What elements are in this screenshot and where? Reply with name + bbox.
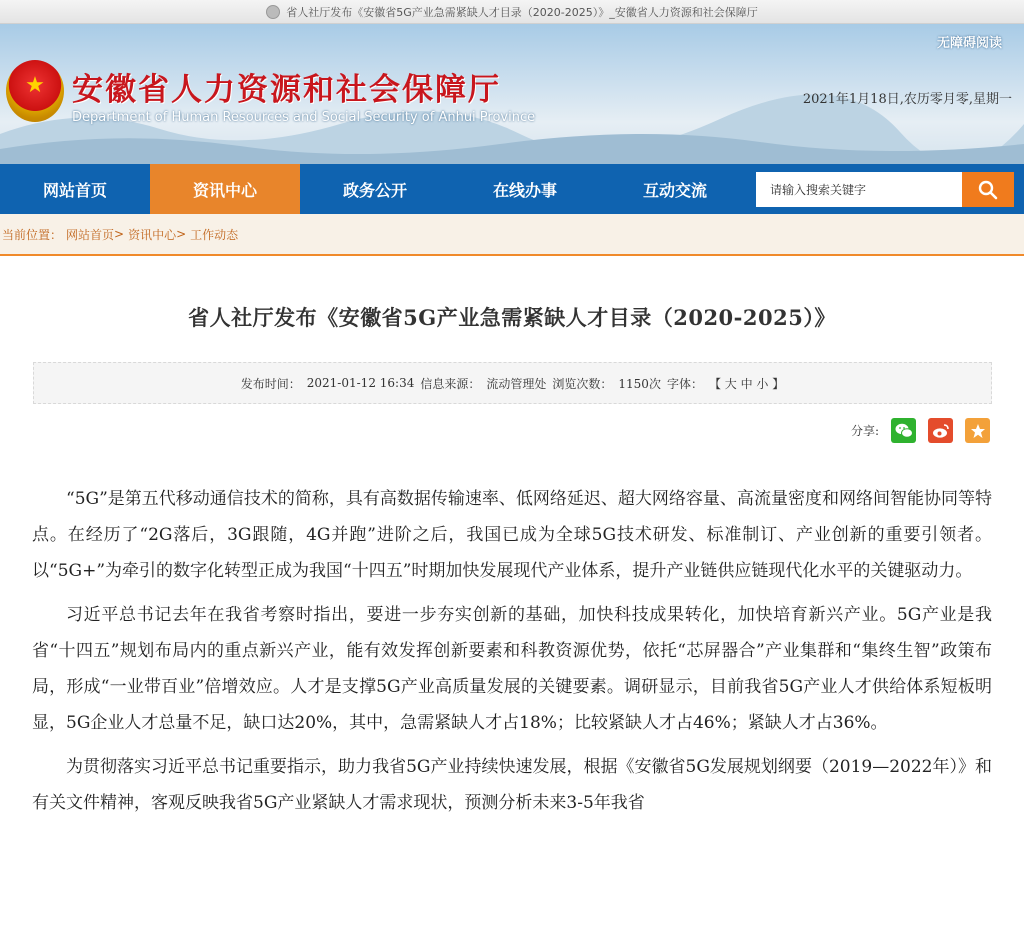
site-title: 安徽省人力资源和社会保障厅 [72, 72, 501, 108]
wechat-icon [895, 423, 913, 439]
star-icon [970, 423, 986, 439]
view-count: 1150次 [618, 376, 661, 391]
source: 流动管理处 [486, 376, 547, 391]
current-date: 2021年1月18日,农历零月零,星期一 [802, 92, 1012, 107]
breadcrumb-separator: > [176, 227, 187, 241]
tab-title: 省人社厅发布《安徽省5G产业急需紧缺人才目录（2020-2025）》_安徽省人力资源和社会保障厅 [286, 5, 758, 19]
breadcrumb-item-news-center[interactable]: 资讯中心 [128, 227, 177, 242]
national-emblem-icon: ★ [6, 60, 64, 122]
search-icon [978, 180, 998, 200]
publish-time: 2021-01-12 16:34 [306, 376, 415, 390]
site-subtitle: Department of Human Resources and Social Security of Anhui Province [72, 110, 536, 125]
share-label: 分享: [850, 424, 879, 438]
favicon-icon [266, 5, 280, 19]
search-button[interactable] [962, 172, 1014, 207]
search-box [756, 172, 1014, 207]
site-banner [0, 24, 1024, 164]
breadcrumb-separator: > [114, 227, 125, 241]
font-size-options[interactable]: 【 大 中 小 】 [708, 376, 785, 391]
article-paragraph: 为贯彻落实习近平总书记重要指示，助力我省5G产业持续快速发展，根据《安徽省5G发展规划纲要（2019—2022年）》和有关文件精神，客观反映我省5G产业紧缺人才需求现状，预测分析未来3-5年我省 [32, 757, 992, 813]
nav-item-online-services[interactable]: 在线办事 [492, 180, 557, 200]
breadcrumb-item-home[interactable]: 网站首页 [66, 227, 115, 242]
article-body [32, 481, 992, 821]
breadcrumb-prefix: 当前位置： [2, 227, 63, 242]
font-size-label: 字体： [666, 376, 703, 391]
article-paragraph: “5G”是第五代移动通信技术的简称，具有高数据传输速率、低网络延迟、超大网络容量、高流量密度和网络间智能协同等特点。在经历了“2G落后，3G跟随，4G并跑”进阶之后，我国已成为全球5G技术研发、标准制订、产业创新的重要引领者。以“5G+”为牵引的数字化转型正成为我国“十四五”时期加快发展现代产业体系，提升产业链供应链现代化水平的关键驱动力。 [32, 489, 992, 581]
search-input[interactable] [756, 172, 962, 207]
accessible-reading-link[interactable]: 无障碍阅读 [936, 36, 1002, 51]
wechat-share-button[interactable] [891, 418, 916, 443]
views-label: 浏览次数： [552, 376, 613, 391]
favorite-share-button[interactable] [965, 418, 990, 443]
breadcrumb-item-work-updates[interactable]: 工作动态 [190, 227, 239, 242]
weibo-icon [932, 423, 950, 439]
nav-item-interaction[interactable]: 互动交流 [642, 180, 707, 200]
nav-item-government-affairs[interactable]: 政务公开 [342, 180, 407, 200]
share-bar [0, 418, 990, 443]
article-meta [33, 362, 992, 404]
browser-tab-bar [0, 0, 1024, 24]
publish-time-label: 发布时间： [240, 376, 301, 391]
nav-item-home[interactable]: 网站首页 [42, 180, 107, 200]
article-title: 省人社厅发布《安徽省5G产业急需紧缺人才目录（2020-2025）》 [188, 305, 836, 330]
source-label: 信息来源： [420, 376, 481, 391]
nav-item-news-center[interactable]: 资讯中心 [150, 164, 300, 214]
weibo-share-button[interactable] [928, 418, 953, 443]
article-paragraph: 习近平总书记去年在我省考察时指出，要进一步夯实创新的基础，加快科技成果转化，加快培育新兴产业。5G产业是我省“十四五”规划布局内的重点新兴产业，能有效发挥创新要素和科教资源优势，依托“芯屏器合”产业集群和“集终生智”政策布局，形成“一业带百业”倍增效应。人才是支撑5G产业高质量发展的关键要素。调研显示，目前我省5G产业人才供给体系短板明显，5G企业人才总量不足，缺口达20%，其中，急需紧缺人才占18%；比较紧缺人才占46%；紧缺人才占36%。 [32, 605, 992, 733]
article-container [0, 254, 1024, 945]
main-nav [0, 164, 1024, 214]
breadcrumb [0, 214, 1024, 254]
